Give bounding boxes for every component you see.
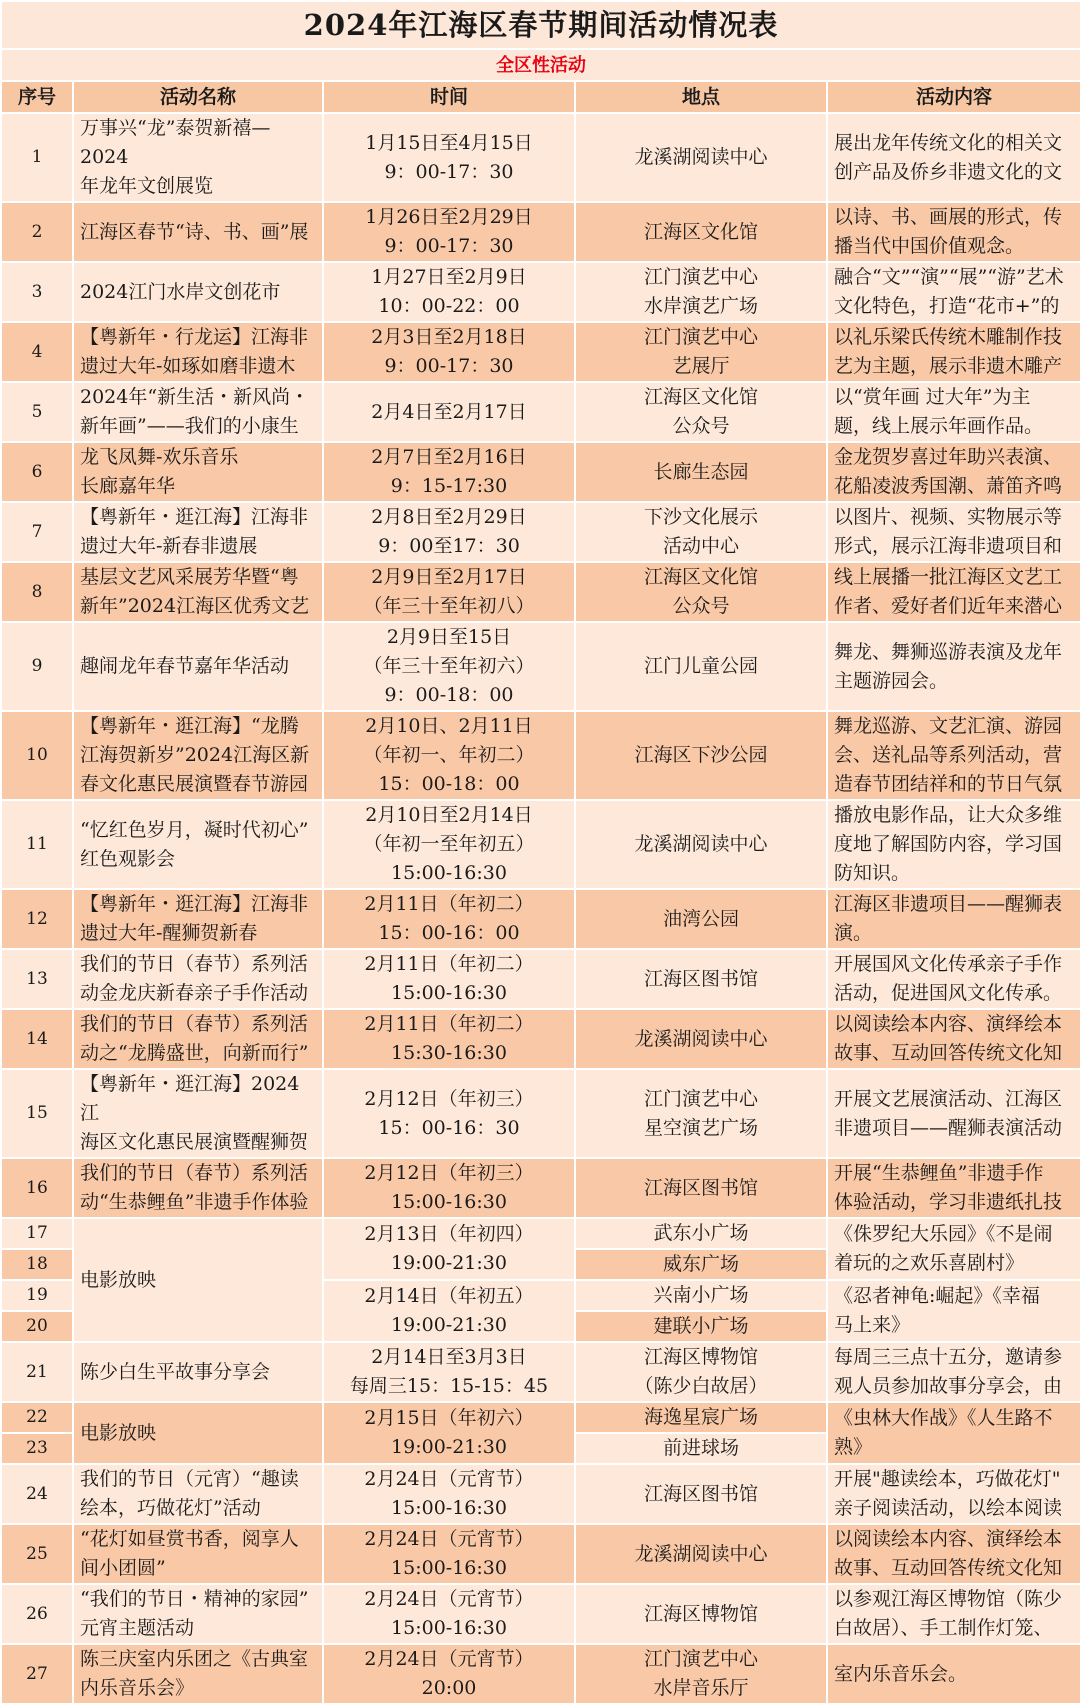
activity-place: 长廊生态园: [575, 442, 827, 502]
row-number: 26: [1, 1584, 73, 1644]
header-no: 序号: [1, 81, 73, 113]
activity-name: 我们的节日（春节）系列活 动“生恭鲤鱼”非遗手作体验: [73, 1158, 323, 1218]
header-content: 活动内容: [827, 81, 1080, 113]
activity-content: 开展文艺展演活动、江海区 非遗项目——醒狮表演活动: [827, 1069, 1080, 1158]
row-number: 16: [1, 1158, 73, 1218]
activity-time: 2月14日至3月3日 每周三15：15-15：45: [323, 1342, 575, 1402]
activity-content: 《侏罗纪大乐园》《不是闹 着玩的之欢乐喜剧村》: [827, 1218, 1080, 1280]
activity-name: 龙飞凤舞-欢乐音乐 长廊嘉年华: [73, 442, 323, 502]
activity-place: 江门演艺中心 水岸音乐厅: [575, 1644, 827, 1704]
table-row: [1, 800, 1080, 889]
activity-place: 江海区文化馆 公众号: [575, 562, 827, 622]
activity-place: 江门演艺中心 星空演艺广场: [575, 1069, 827, 1158]
row-number: 5: [1, 382, 73, 442]
table-row: [1, 1464, 1080, 1524]
activity-time: 2月12日（年初三） 15：00-16：30: [323, 1069, 575, 1158]
activity-place: 武东小广场: [575, 1218, 827, 1249]
activity-place: 江海区文化馆: [575, 202, 827, 262]
activity-place: 龙溪湖阅读中心: [575, 800, 827, 889]
activity-time: 2月9日至15日 （年三十至年初六） 9：00-18：00: [323, 622, 575, 711]
row-number: 23: [1, 1433, 73, 1464]
row-number: 17: [1, 1218, 73, 1249]
activity-place: 江海区文化馆 公众号: [575, 382, 827, 442]
activity-place: 龙溪湖阅读中心: [575, 113, 827, 202]
activity-place: 建联小广场: [575, 1311, 827, 1342]
activity-content: 以“赏年画 过大年”为主 题，线上展示年画作品。: [827, 382, 1080, 442]
row-number: 12: [1, 889, 73, 949]
row-number: 21: [1, 1342, 73, 1402]
table-row: [1, 1584, 1080, 1644]
table-row: [1, 382, 1080, 442]
row-number: 10: [1, 711, 73, 800]
table-row: [1, 202, 1080, 262]
row-number: 6: [1, 442, 73, 502]
row-number: 19: [1, 1280, 73, 1311]
header-name: 活动名称: [73, 81, 323, 113]
activity-name: 2024年“新生活・新风尚・ 新年画”——我们的小康生: [73, 382, 323, 442]
row-number: 27: [1, 1644, 73, 1704]
activity-place: 江海区图书馆: [575, 1158, 827, 1218]
row-number: 11: [1, 800, 73, 889]
table-row: [1, 262, 1080, 322]
table-row: [1, 1644, 1080, 1704]
activity-time: 2月10日、2月11日 （年初一、年初二） 15：00-18：00: [323, 711, 575, 800]
activity-place: 龙溪湖阅读中心: [575, 1009, 827, 1069]
table-row: [1, 1069, 1080, 1158]
activity-time: 1月26日至2月29日 9：00-17：30: [323, 202, 575, 262]
row-number: 18: [1, 1249, 73, 1280]
activity-name: 2024江门水岸文创花市: [73, 262, 323, 322]
activity-name: 【粤新年・逛江海】江海非 遗过大年-醒狮贺新春: [73, 889, 323, 949]
page-title: 2024年江海区春节期间活动情况表: [1, 1, 1080, 49]
activity-place: 龙溪湖阅读中心: [575, 1524, 827, 1584]
table-row: [1, 711, 1080, 800]
activity-name: 陈三庆室内乐团之《古典室 内乐音乐会》: [73, 1644, 323, 1704]
activity-name: 电影放映: [73, 1218, 323, 1342]
activity-time: 2月12日（年初三） 15:00-16:30: [323, 1158, 575, 1218]
activity-place: 兴南小广场: [575, 1280, 827, 1311]
table-row: [1, 322, 1080, 382]
activity-name: 趣闹龙年春节嘉年华活动: [73, 622, 323, 711]
activity-content: 舞龙巡游、文艺汇演、游园 会、送礼品等系列活动，营 造春节团结祥和的节日气氛: [827, 711, 1080, 800]
activity-content: 以阅读绘本内容、演绎绘本 故事、互动回答传统文化知: [827, 1524, 1080, 1584]
table-row: [1, 1218, 1080, 1249]
activity-place: 海逸星宸广场: [575, 1402, 827, 1433]
activity-content: 江海区非遗项目——醒狮表 演。: [827, 889, 1080, 949]
activity-time: 2月24日（元宵节） 15:00-16:30: [323, 1464, 575, 1524]
activity-content: 每周三三点十五分，邀请参 观人员参加故事分享会，由: [827, 1342, 1080, 1402]
table-row: [1, 949, 1080, 1009]
activity-time: 2月11日（年初二） 15:30-16:30: [323, 1009, 575, 1069]
row-number: 24: [1, 1464, 73, 1524]
activity-content: 以参观江海区博物馆（陈少 白故居）、手工制作灯笼、: [827, 1584, 1080, 1644]
activity-time: 2月24日（元宵节） 15:00-16:30: [323, 1584, 575, 1644]
activity-time: 2月24日（元宵节） 15:00-16:30: [323, 1524, 575, 1584]
header-time: 时间: [323, 81, 575, 113]
row-number: 1: [1, 113, 73, 202]
activity-time: 1月27日至2月9日 10：00-22：00: [323, 262, 575, 322]
activity-place: 江海区博物馆: [575, 1584, 827, 1644]
activity-time: 2月3日至2月18日 9：00-17：30: [323, 322, 575, 382]
activity-content: 展出龙年传统文化的相关文 创产品及侨乡非遗文化的文: [827, 113, 1080, 202]
activity-name: 基层文艺风采展芳华暨“粤 新年”2024江海区优秀文艺: [73, 562, 323, 622]
activity-name: 江海区春节“诗、书、画”展: [73, 202, 323, 262]
table-row: [1, 442, 1080, 502]
activity-content: 《虫林大作战》《人生路不 熟》: [827, 1402, 1080, 1464]
row-number: 22: [1, 1402, 73, 1433]
activity-name: 我们的节日（春节）系列活 动金龙庆新春亲子手作活动: [73, 949, 323, 1009]
activity-place: 江海区博物馆 （陈少白故居）: [575, 1342, 827, 1402]
activity-content: 开展国风文化传承亲子手作 活动，促进国风文化传承。: [827, 949, 1080, 1009]
activity-time: 2月11日（年初二） 15:00-16:30: [323, 949, 575, 1009]
table-row: [1, 562, 1080, 622]
activity-name: “花灯如昼赏书香，阅享人 间小团圆”: [73, 1524, 323, 1584]
row-number: 4: [1, 322, 73, 382]
activity-place: 威东广场: [575, 1249, 827, 1280]
table-header: [1, 81, 1080, 113]
activity-place: 江海区图书馆: [575, 1464, 827, 1524]
activity-time: 2月13日（年初四） 19:00-21:30: [323, 1218, 575, 1280]
row-number: 3: [1, 262, 73, 322]
activity-content: 以图片、视频、实物展示等 形式，展示江海非遗项目和: [827, 502, 1080, 562]
table-row: [1, 1158, 1080, 1218]
activity-name: 陈少白生平故事分享会: [73, 1342, 323, 1402]
activity-place: 江门演艺中心 艺展厅: [575, 322, 827, 382]
row-number: 14: [1, 1009, 73, 1069]
header-place: 地点: [575, 81, 827, 113]
activity-content: 开展"趣读绘本，巧做花灯" 亲子阅读活动，以绘本阅读: [827, 1464, 1080, 1524]
activity-place: 江门演艺中心 水岸演艺广场: [575, 262, 827, 322]
activity-name: 【粤新年・行龙运】江海非 遗过大年-如琢如磨非遗木: [73, 322, 323, 382]
activity-content: 以诗、书、画展的形式，传 播当代中国价值观念。: [827, 202, 1080, 262]
activity-place: 江海区图书馆: [575, 949, 827, 1009]
activity-content: 以礼乐梁氏传统木雕制作技 艺为主题，展示非遗木雕产: [827, 322, 1080, 382]
activity-content: 播放电影作品，让大众多维 度地了解国防内容，学习国 防知识。: [827, 800, 1080, 889]
activity-time: 1月15日至4月15日 9：00-17：30: [323, 113, 575, 202]
row-number: 15: [1, 1069, 73, 1158]
activity-content: 金龙贺岁喜过年助兴表演、 花船凌波秀国潮、萧笛齐鸣: [827, 442, 1080, 502]
activity-name: “我们的节日・精神的家园” 元宵主题活动: [73, 1584, 323, 1644]
activity-time: 2月4日至2月17日: [323, 382, 575, 442]
activity-time: 2月24日（元宵节） 20:00: [323, 1644, 575, 1704]
row-number: 2: [1, 202, 73, 262]
table-row: [1, 1402, 1080, 1433]
activity-time: 2月10日至2月14日 （年初一至年初五） 15:00-16:30: [323, 800, 575, 889]
table-row: [1, 113, 1080, 202]
activity-name: 【粤新年・逛江海】江海非 遗过大年-新春非遗展: [73, 502, 323, 562]
activity-content: 以阅读绘本内容、演绎绘本 故事、互动回答传统文化知: [827, 1009, 1080, 1069]
activity-place: 江海区下沙公园: [575, 711, 827, 800]
activity-name: 万事兴“龙”泰贺新禧—2024 年龙年文创展览: [73, 113, 323, 202]
activity-time: 2月15日（年初六） 19:00-21:30: [323, 1402, 575, 1464]
activity-content: 室内乐音乐会。: [827, 1644, 1080, 1704]
activity-content: 融合“文”“演”“展”“游”艺术 文化特色，打造“花市+”的: [827, 262, 1080, 322]
table-row: [1, 889, 1080, 949]
table-row: [1, 1524, 1080, 1584]
activity-place: 油湾公园: [575, 889, 827, 949]
row-number: 9: [1, 622, 73, 711]
table-row: [1, 502, 1080, 562]
section-subtitle: 全区性活动: [1, 49, 1080, 81]
row-number: 25: [1, 1524, 73, 1584]
activity-name: 我们的节日（元宵）“趣读 绘本，巧做花灯”活动: [73, 1464, 323, 1524]
activity-name: “忆红色岁月，凝时代初心” 红色观影会: [73, 800, 323, 889]
activity-content: 舞龙、舞狮巡游表演及龙年 主题游园会。: [827, 622, 1080, 711]
activity-place: 江门儿童公园: [575, 622, 827, 711]
row-number: 7: [1, 502, 73, 562]
activity-time: 2月14日（年初五） 19:00-21:30: [323, 1280, 575, 1342]
activity-place: 前进球场: [575, 1433, 827, 1464]
activity-name: 我们的节日（春节）系列活 动之“龙腾盛世，向新而行”: [73, 1009, 323, 1069]
activity-content: 《忍者神龟:崛起》《幸福 马上来》: [827, 1280, 1080, 1342]
activity-time: 2月8日至2月29日 9：00至17：30: [323, 502, 575, 562]
row-number: 20: [1, 1311, 73, 1342]
activity-time: 2月7日至2月16日 9：15-17:30: [323, 442, 575, 502]
table-row: [1, 622, 1080, 711]
activity-name: 【粤新年・逛江海】2024江 海区文化惠民展演暨醒狮贺: [73, 1069, 323, 1158]
table-row: [1, 1009, 1080, 1069]
activity-time: 2月9日至2月17日 （年三十至年初八）: [323, 562, 575, 622]
activity-name: 电影放映: [73, 1402, 323, 1464]
row-number: 13: [1, 949, 73, 1009]
activity-time: 2月11日（年初二） 15：00-16：00: [323, 889, 575, 949]
activity-content: 线上展播一批江海区文艺工 作者、爱好者们近年来潜心: [827, 562, 1080, 622]
activity-content: 开展“生恭鲤鱼”非遗手作 体验活动，学习非遗纸扎技: [827, 1158, 1080, 1218]
row-number: 8: [1, 562, 73, 622]
activity-name: 【粤新年・逛江海】“龙腾 江海贺新岁”2024江海区新 春文化惠民展演暨春节游园: [73, 711, 323, 800]
table-row: [1, 1342, 1080, 1402]
activity-place: 下沙文化展示 活动中心: [575, 502, 827, 562]
